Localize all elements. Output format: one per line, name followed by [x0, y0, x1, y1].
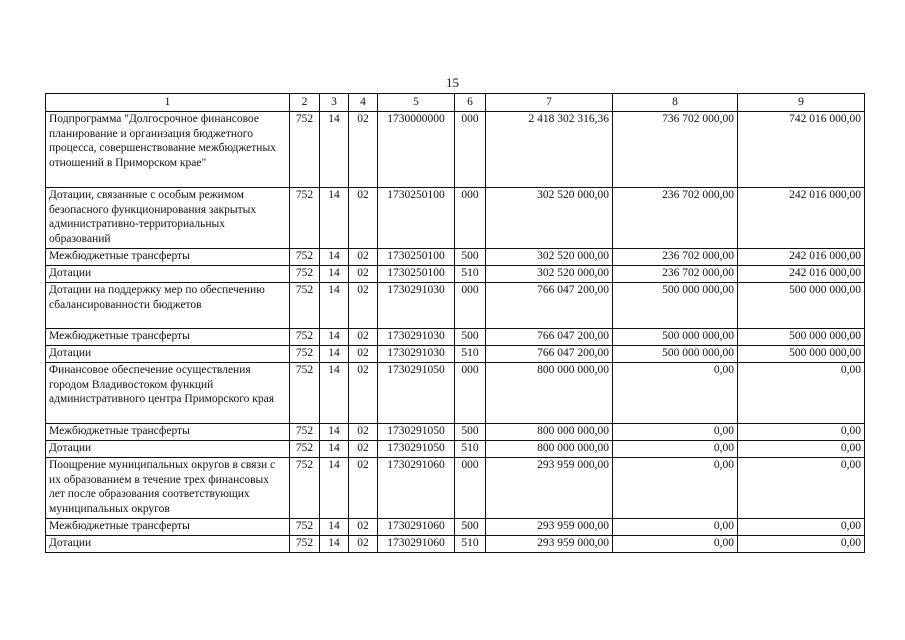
code-cell: 14: [320, 363, 349, 424]
code-cell: 1730291060: [378, 536, 455, 553]
column-header: 1: [46, 94, 290, 112]
amount-cell: 242 016 000,00: [738, 266, 865, 283]
table-row: [46, 536, 865, 553]
table-row: [46, 458, 865, 519]
code-cell: 752: [290, 329, 320, 346]
code-cell: 14: [320, 458, 349, 519]
code-cell: 02: [349, 112, 378, 188]
row-name-cell: Дотации: [46, 536, 290, 553]
code-cell: 752: [290, 424, 320, 441]
row-name-cell: Поощрение муниципальных округов в связи с их образованием в течение трех финансовых лет после образования соответствующих муниципальных округов: [46, 458, 290, 519]
code-cell: 752: [290, 266, 320, 283]
amount-cell: 500 000 000,00: [613, 346, 738, 363]
table-row: [46, 424, 865, 441]
code-cell: 1730291050: [378, 441, 455, 458]
code-cell: 14: [320, 329, 349, 346]
code-cell: 500: [455, 329, 486, 346]
code-cell: 14: [320, 441, 349, 458]
amount-cell: 0,00: [738, 363, 865, 424]
amount-cell: 302 520 000,00: [486, 249, 613, 266]
row-name-cell: Дотации: [46, 266, 290, 283]
code-cell: 1730291050: [378, 363, 455, 424]
amount-cell: 736 702 000,00: [613, 112, 738, 188]
amount-cell: 0,00: [738, 536, 865, 553]
code-cell: 752: [290, 188, 320, 249]
amount-cell: 0,00: [738, 441, 865, 458]
amount-cell: 0,00: [738, 424, 865, 441]
code-cell: 1730250100: [378, 266, 455, 283]
code-cell: 02: [349, 363, 378, 424]
table-header-row: [46, 94, 865, 112]
table-row: [46, 249, 865, 266]
amount-cell: 800 000 000,00: [486, 441, 613, 458]
column-header: 5: [378, 94, 455, 112]
column-header: 9: [738, 94, 865, 112]
table-row: [46, 346, 865, 363]
code-cell: 1730291060: [378, 519, 455, 536]
row-name-cell: Дотации: [46, 346, 290, 363]
table-row: [46, 112, 865, 188]
code-cell: 14: [320, 266, 349, 283]
code-cell: 02: [349, 283, 378, 329]
amount-cell: 500 000 000,00: [738, 283, 865, 329]
code-cell: 510: [455, 536, 486, 553]
code-cell: 510: [455, 441, 486, 458]
code-cell: 14: [320, 283, 349, 329]
code-cell: 1730250100: [378, 249, 455, 266]
code-cell: 02: [349, 266, 378, 283]
amount-cell: 500 000 000,00: [738, 346, 865, 363]
row-name-cell: Финансовое обеспечение осуществления городом Владивостоком функций административного центра Приморского края: [46, 363, 290, 424]
code-cell: 500: [455, 424, 486, 441]
row-name-cell: Дотации: [46, 441, 290, 458]
amount-cell: 500 000 000,00: [613, 329, 738, 346]
code-cell: 1730291030: [378, 329, 455, 346]
code-cell: 752: [290, 363, 320, 424]
column-header: 7: [486, 94, 613, 112]
amount-cell: 236 702 000,00: [613, 266, 738, 283]
column-header: 3: [320, 94, 349, 112]
code-cell: 02: [349, 188, 378, 249]
code-cell: 02: [349, 536, 378, 553]
code-cell: 752: [290, 519, 320, 536]
amount-cell: 742 016 000,00: [738, 112, 865, 188]
amount-cell: 236 702 000,00: [613, 249, 738, 266]
row-name-cell: Дотации на поддержку мер по обеспечению сбалансированности бюджетов: [46, 283, 290, 329]
code-cell: 752: [290, 249, 320, 266]
row-name-cell: Дотации, связанные с особым режимом безопасного функционирования закрытых административно-территориальных образований: [46, 188, 290, 249]
amount-cell: 0,00: [738, 519, 865, 536]
code-cell: 752: [290, 458, 320, 519]
table-row: [46, 519, 865, 536]
code-cell: 752: [290, 441, 320, 458]
amount-cell: 800 000 000,00: [486, 363, 613, 424]
code-cell: 14: [320, 424, 349, 441]
row-name-cell: Подпрограмма "Долгосрочное финансовое планирование и организация бюджетного процесса, совершенствование межбюджетных отношений в Приморском крае": [46, 112, 290, 188]
row-name-cell: Межбюджетные трансферты: [46, 329, 290, 346]
code-cell: 1730291060: [378, 458, 455, 519]
amount-cell: 800 000 000,00: [486, 424, 613, 441]
code-cell: 000: [455, 363, 486, 424]
amount-cell: 242 016 000,00: [738, 188, 865, 249]
amount-cell: 0,00: [613, 424, 738, 441]
amount-cell: 766 047 200,00: [486, 283, 613, 329]
row-name-cell: Межбюджетные трансферты: [46, 519, 290, 536]
code-cell: 02: [349, 441, 378, 458]
table-row: [46, 329, 865, 346]
table-row: [46, 266, 865, 283]
row-name-cell: Межбюджетные трансферты: [46, 424, 290, 441]
code-cell: 000: [455, 458, 486, 519]
code-cell: 752: [290, 536, 320, 553]
page-number: 15: [446, 75, 459, 90]
table-row: [46, 363, 865, 424]
table-row: [46, 283, 865, 329]
amount-cell: 236 702 000,00: [613, 188, 738, 249]
code-cell: 1730000000: [378, 112, 455, 188]
amount-cell: 242 016 000,00: [738, 249, 865, 266]
amount-cell: 302 520 000,00: [486, 266, 613, 283]
code-cell: 500: [455, 249, 486, 266]
code-cell: 752: [290, 283, 320, 329]
code-cell: 1730291030: [378, 283, 455, 329]
code-cell: 14: [320, 519, 349, 536]
column-header: 2: [290, 94, 320, 112]
code-cell: 1730291030: [378, 346, 455, 363]
column-header: 8: [613, 94, 738, 112]
code-cell: 02: [349, 249, 378, 266]
table-body: [46, 112, 865, 553]
amount-cell: 766 047 200,00: [486, 346, 613, 363]
table-row: [46, 188, 865, 249]
amount-cell: 302 520 000,00: [486, 188, 613, 249]
code-cell: 14: [320, 188, 349, 249]
amount-cell: 500 000 000,00: [613, 283, 738, 329]
amount-cell: 0,00: [613, 536, 738, 553]
code-cell: 14: [320, 346, 349, 363]
code-cell: 500: [455, 519, 486, 536]
amount-cell: 0,00: [613, 519, 738, 536]
code-cell: 02: [349, 346, 378, 363]
code-cell: 510: [455, 266, 486, 283]
amount-cell: 0,00: [738, 458, 865, 519]
code-cell: 1730291050: [378, 424, 455, 441]
amount-cell: 500 000 000,00: [738, 329, 865, 346]
code-cell: 000: [455, 188, 486, 249]
code-cell: 000: [455, 283, 486, 329]
amount-cell: 293 959 000,00: [486, 536, 613, 553]
code-cell: 752: [290, 112, 320, 188]
row-name-cell: Межбюджетные трансферты: [46, 249, 290, 266]
amount-cell: 0,00: [613, 458, 738, 519]
code-cell: 1730250100: [378, 188, 455, 249]
code-cell: 14: [320, 112, 349, 188]
code-cell: 02: [349, 519, 378, 536]
budget-table: [45, 93, 865, 553]
amount-cell: 293 959 000,00: [486, 519, 613, 536]
code-cell: 510: [455, 346, 486, 363]
table-row: [46, 441, 865, 458]
code-cell: 752: [290, 346, 320, 363]
amount-cell: 766 047 200,00: [486, 329, 613, 346]
amount-cell: 0,00: [613, 363, 738, 424]
code-cell: 14: [320, 249, 349, 266]
amount-cell: 293 959 000,00: [486, 458, 613, 519]
code-cell: 000: [455, 112, 486, 188]
code-cell: 14: [320, 536, 349, 553]
code-cell: 02: [349, 424, 378, 441]
amount-cell: 0,00: [613, 441, 738, 458]
amount-cell: 2 418 302 316,36: [486, 112, 613, 188]
code-cell: 02: [349, 458, 378, 519]
code-cell: 02: [349, 329, 378, 346]
column-header: 4: [349, 94, 378, 112]
column-header: 6: [455, 94, 486, 112]
